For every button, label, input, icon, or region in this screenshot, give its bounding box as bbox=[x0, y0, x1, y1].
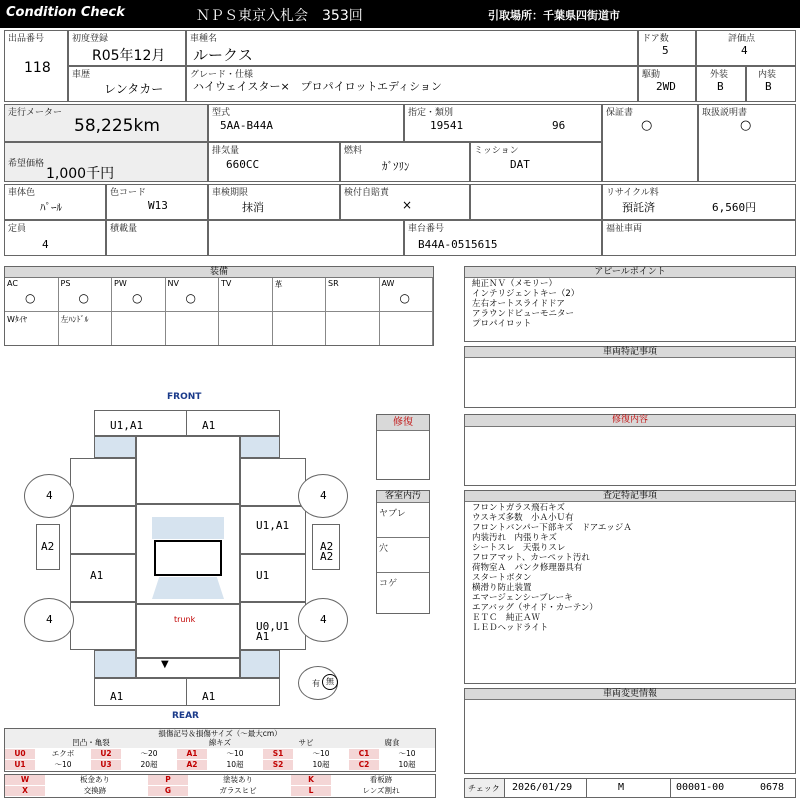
interior-label: 内装 bbox=[758, 70, 777, 80]
left-front-fender bbox=[70, 458, 136, 506]
legend-letter: K bbox=[291, 775, 331, 785]
damage-rear-left: A1 bbox=[110, 690, 124, 703]
mileage-label: 走行メーター bbox=[8, 108, 63, 118]
recycle-label: リサイクル料 bbox=[606, 188, 659, 198]
legend-letter: P bbox=[148, 775, 188, 785]
first-reg: R05年12月 bbox=[92, 48, 166, 64]
damage-front-left: U1,A1 bbox=[110, 419, 144, 432]
repair-title: 修復 bbox=[377, 415, 429, 431]
color: ﾊﾟｰﾙ bbox=[40, 201, 62, 214]
damage-right-front-door: U1,A1 bbox=[256, 519, 290, 532]
changes-panel bbox=[464, 688, 796, 774]
manual-label: 取扱説明書 bbox=[702, 108, 748, 118]
trunk-label: trunk bbox=[174, 615, 196, 624]
legend-letter: L bbox=[291, 786, 331, 796]
equip-label-tv: TV bbox=[221, 279, 232, 288]
exterior-label: 外装 bbox=[710, 70, 729, 80]
drive: 2WD bbox=[656, 80, 676, 93]
legend-group: サビ bbox=[263, 738, 349, 748]
legend-size: 10超 bbox=[226, 760, 244, 769]
inspect-item: 荷物室Ａ パンク修理器具有 bbox=[472, 563, 583, 573]
pickup-location: 引取場所：千葉県四街道市 bbox=[488, 9, 620, 22]
designation: 19541 bbox=[430, 119, 464, 132]
first-reg-label: 初度登録 bbox=[72, 34, 109, 44]
code-2: 0678 bbox=[760, 782, 785, 793]
rear-label: REAR bbox=[172, 711, 199, 721]
exterior: B bbox=[717, 80, 724, 93]
recycle-amount: 6,560円 bbox=[712, 201, 757, 214]
legend-meaning: 交換跡 bbox=[83, 786, 107, 795]
legend-meaning: 塗装あり bbox=[223, 775, 253, 784]
rear-mark: ▼ bbox=[161, 659, 169, 670]
self-check-label: 検付自賠責 bbox=[344, 188, 390, 198]
car-name-label: 車種名 bbox=[190, 34, 218, 44]
equip-cell-2 bbox=[112, 312, 166, 345]
inspect-item: フロアマット、カーペット汚れ bbox=[472, 553, 590, 563]
displacement: 660CC bbox=[226, 158, 260, 171]
dirt-tear: ヤブレ bbox=[379, 509, 406, 519]
lot-label: 出品番号 bbox=[8, 34, 45, 44]
doors-label: ドア数 bbox=[642, 34, 669, 44]
legend-group: 凹凸・亀裂 bbox=[5, 738, 177, 748]
appeal-item: 純正ＮＶ（メモリー） bbox=[472, 279, 558, 289]
inspect-title: 査定特記事項 bbox=[465, 491, 795, 502]
legend-size: ～20 bbox=[140, 749, 158, 758]
changes-title: 車両変更情報 bbox=[465, 689, 795, 700]
legend-size: ～10 bbox=[226, 749, 244, 758]
inspect-item: 内装汚れ 内張りキズ bbox=[472, 533, 557, 543]
special-title: 車両特記事項 bbox=[465, 347, 795, 358]
legend-size: ～10 bbox=[54, 760, 72, 769]
tire-rr-value: 4 bbox=[320, 613, 327, 626]
dirt-title: 客室内汚 bbox=[377, 491, 429, 503]
damage-right-mirror: A2 bbox=[320, 540, 334, 553]
appeal-item: プロパイロット bbox=[472, 319, 532, 329]
damage-left-rear-door: A1 bbox=[90, 569, 104, 582]
legend-meaning: レンズ割れ bbox=[362, 786, 400, 795]
mission-label: ミッション bbox=[474, 146, 519, 156]
auction-title: ＮＰＳ東京入札会 353回 bbox=[196, 8, 363, 24]
legend-group: 線キズ bbox=[177, 738, 263, 748]
legend-size: 20超 bbox=[140, 760, 158, 769]
inspect-item: スタートボタン bbox=[472, 573, 532, 583]
legend-size: ～10 bbox=[398, 749, 416, 758]
equip-cell-2 bbox=[273, 312, 327, 345]
price-label: 希望価格 bbox=[8, 159, 45, 169]
capacity: 4 bbox=[42, 238, 49, 251]
legend-size: 10超 bbox=[312, 760, 330, 769]
inspect-item: フロントガラス飛石キズ bbox=[472, 503, 565, 513]
inspect-item: エマージェンシーブレーキ bbox=[472, 593, 573, 603]
legend-size: エクボ bbox=[51, 749, 75, 758]
inspect-item: シートスレ 天張りスレ bbox=[472, 543, 566, 553]
legend-size: ～10 bbox=[312, 749, 330, 758]
damage-right-quarter: U0,U1 bbox=[256, 620, 290, 633]
trunk bbox=[136, 604, 240, 658]
tire-fl-value: 4 bbox=[46, 489, 53, 502]
rating: 4 bbox=[741, 44, 748, 57]
header-title: Condition Check bbox=[6, 5, 125, 20]
legend-code: A2 bbox=[177, 760, 207, 770]
inspect-item: ウスキズ多数 小Ａ小Ｕ有 bbox=[472, 513, 574, 523]
dirt-burn: コゲ bbox=[379, 579, 398, 589]
inspection-label: 車検期限 bbox=[212, 188, 249, 198]
legend-code: A1 bbox=[177, 749, 207, 759]
equip-cell-2 bbox=[326, 312, 380, 345]
cabin bbox=[154, 540, 222, 576]
doors: 5 bbox=[662, 44, 669, 57]
damage-right-mirror-2: A2 bbox=[320, 550, 334, 563]
equip-cell-2 bbox=[166, 312, 220, 345]
spare-yes: 有 bbox=[312, 679, 320, 688]
car-name: ルークス bbox=[193, 46, 253, 64]
class: 96 bbox=[552, 119, 566, 132]
legend-code: U1 bbox=[5, 760, 35, 770]
equip-label-ac: AC bbox=[7, 279, 18, 288]
drive-label: 駆動 bbox=[642, 70, 661, 80]
damage-right-rear-door: U1 bbox=[256, 569, 270, 582]
equip-extra: Wﾀｲﾔ bbox=[7, 315, 27, 324]
equip-extra: 左ﾊﾝﾄﾞﾙ bbox=[60, 315, 89, 324]
lot-number: 118 bbox=[24, 60, 51, 76]
tire-rl-value: 4 bbox=[46, 613, 53, 626]
appeal-item: 左右オートスライドドア bbox=[472, 299, 565, 309]
legend-letter: G bbox=[148, 786, 188, 796]
legend-code: C1 bbox=[349, 749, 379, 759]
grade-label: グレード・仕様 bbox=[190, 70, 254, 80]
front-label: FRONT bbox=[167, 392, 202, 402]
spare-no: 無 bbox=[326, 677, 334, 686]
damage-front-right: A1 bbox=[202, 419, 216, 432]
color-label: 車体色 bbox=[8, 188, 36, 198]
rating-label: 評価点 bbox=[728, 34, 756, 44]
legend-code: U0 bbox=[5, 749, 35, 759]
code-1: 00001-00 bbox=[676, 782, 725, 793]
fuel-label: 燃料 bbox=[344, 146, 363, 156]
equip-label-aw: AW bbox=[381, 279, 395, 288]
inspection: 抹消 bbox=[242, 201, 264, 214]
inspect-item: ＥＴＣ 純正ＡＷ bbox=[472, 613, 541, 623]
damage-right-quarter-2: A1 bbox=[256, 630, 270, 643]
mileage: 58,225km bbox=[74, 116, 160, 136]
equip-mark: ○ bbox=[78, 291, 89, 305]
equip-mark: ○ bbox=[185, 291, 196, 305]
legend-code: U3 bbox=[91, 760, 121, 770]
appeal-title: アピールポイント bbox=[465, 267, 795, 278]
legend-code: S1 bbox=[263, 749, 293, 759]
self-check: × bbox=[402, 198, 413, 212]
fuel: ｶﾞｿﾘﾝ bbox=[382, 160, 410, 173]
equip-mark: ○ bbox=[132, 291, 143, 305]
history: レンタカー bbox=[104, 82, 164, 96]
legend-group: 腐食 bbox=[349, 738, 435, 748]
mission: DAT bbox=[510, 158, 530, 171]
capacity-label: 定員 bbox=[8, 224, 27, 234]
spare-no-circle bbox=[322, 674, 338, 690]
legend-size: 10超 bbox=[398, 760, 416, 769]
equip-mark: ○ bbox=[399, 291, 410, 305]
inspect-item: ＬＥＤヘッドライト bbox=[472, 623, 549, 633]
legend-code: C2 bbox=[349, 760, 379, 770]
interior: B bbox=[765, 80, 772, 93]
designation-label: 指定・類別 bbox=[408, 108, 454, 118]
right-front-fender bbox=[240, 458, 306, 506]
model-label: 型式 bbox=[212, 108, 231, 118]
hood bbox=[136, 436, 240, 504]
inspect-item: 横滑り防止装置 bbox=[472, 583, 532, 593]
displacement-label: 排気量 bbox=[212, 146, 240, 156]
warranty-label: 保証書 bbox=[606, 108, 634, 118]
history-label: 車歴 bbox=[72, 70, 91, 80]
equip-cell-2 bbox=[219, 312, 273, 345]
check-date: 2026/01/29 bbox=[512, 782, 573, 793]
legend-letter: X bbox=[5, 786, 45, 796]
color-code-label: 色コード bbox=[110, 188, 147, 198]
grade: ハイウェイスター× プロパイロットエディション bbox=[193, 80, 442, 93]
chassis-label: 車台番号 bbox=[408, 224, 445, 234]
price: 1,000千円 bbox=[46, 166, 115, 182]
load-label: 積載量 bbox=[110, 224, 138, 234]
legend-meaning: ガラスヒビ bbox=[219, 786, 257, 795]
legend-meaning: 板金あり bbox=[80, 775, 110, 784]
legend-code: S2 bbox=[263, 760, 293, 770]
chassis: B44A-0515615 bbox=[418, 238, 498, 251]
equip-label-pw: PW bbox=[114, 279, 127, 288]
legend-letter: W bbox=[5, 775, 45, 785]
inspect-item: エアバッグ（サイド・カーテン） bbox=[472, 603, 598, 613]
equip-mark: ○ bbox=[25, 291, 36, 305]
equip-cell-2 bbox=[380, 312, 434, 345]
damage-rear-right: A1 bbox=[202, 690, 216, 703]
repair-contents-title: 修復内容 bbox=[465, 415, 795, 427]
legend-meaning: 看板跡 bbox=[369, 775, 393, 784]
warranty: ○ bbox=[641, 118, 653, 133]
legend-title: 損傷記号＆損傷サイズ（～最大cm） bbox=[5, 729, 435, 738]
equipment-title: 装備 bbox=[5, 267, 433, 278]
equip-label-革: 革 bbox=[274, 280, 283, 289]
recycle-status: 預託済 bbox=[622, 201, 655, 214]
equip-label-ps: PS bbox=[60, 279, 71, 288]
damage-left-mirror: A2 bbox=[41, 540, 55, 553]
legend-code: U2 bbox=[91, 749, 121, 759]
welfare-label: 福祉車両 bbox=[606, 224, 643, 234]
appeal-item: インテリジェントキー（2） bbox=[472, 289, 580, 299]
equip-label-sr: SR bbox=[328, 279, 339, 288]
color-code: W13 bbox=[148, 199, 168, 212]
dirt-hole: 穴 bbox=[379, 544, 389, 554]
tire-fr-value: 4 bbox=[320, 489, 327, 502]
appeal-item: アラウンドビューモニター bbox=[472, 309, 575, 319]
check-label: チェック bbox=[468, 784, 500, 793]
inspect-item: フロントバンパー下部キズ ドアエッジＡ bbox=[472, 523, 632, 533]
equip-label-nv: NV bbox=[167, 279, 179, 288]
inspector-mark: M bbox=[618, 782, 625, 793]
manual: ○ bbox=[740, 118, 752, 133]
model: 5AA-B44A bbox=[220, 119, 273, 132]
